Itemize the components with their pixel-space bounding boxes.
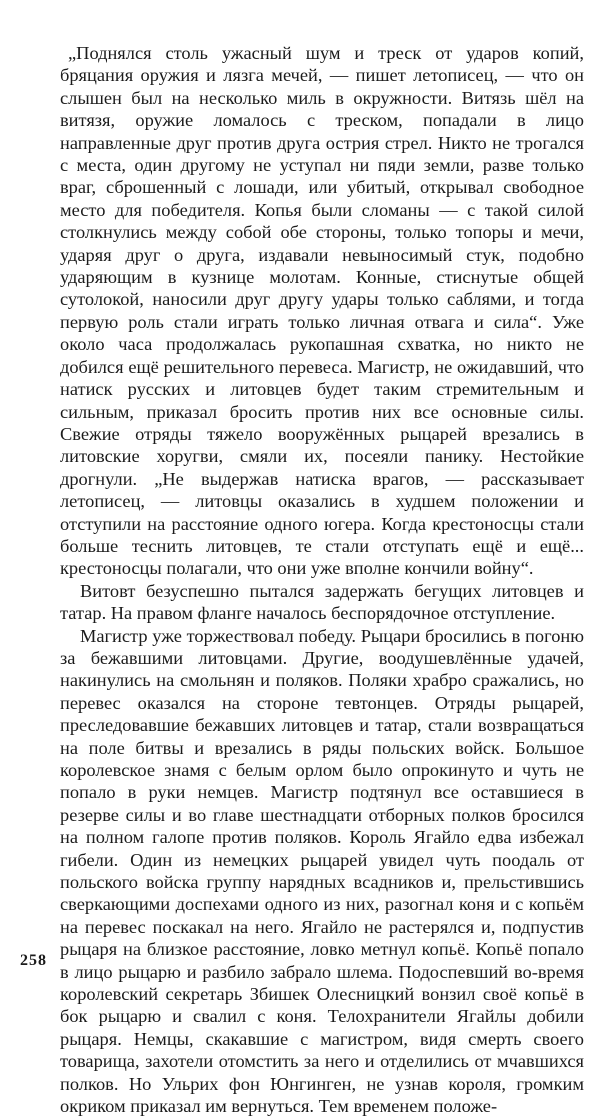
paragraph-3: Магистр уже торжествовал победу. Рыцари бросились в погоню за бежавшими литовцами. Другие, воодушевлённые удачей, накинулись на смольнян и поляков. Поляки храбро сражались, но перевес оказался на стороне тевтонцев. Отряды рыцарей, преследовавшие бежавших литовцев и татар, стали возвращаться на поле битвы и врезались в ряды польских войск. Большое королевское знамя с белым орлом было опрокинуто и чуть не попало в руки немцев. Магистр подтянул все оставшиеся в резерве силы и во главе шестнадцати отборных полков бросился на полном галопе против поляков. Король Ягайло едва избежал гибели. Один из немецких рыцарей увидел чуть поодаль от польского войска группу нарядных всадников и, прельстившись сверкающими доспехами одного из них, разогнал коня и с копьём на перевес поскакал на него. Ягайло не растерялся и, подпустив рыцаря на близкое расстояние, ловко метнул копьё. Копьё попало в лицо рыцарю и разбило забрало шлема. Подоспевший во-время королевский секретарь Збишек Олесницкий вонзил своё копьё в бок рыцарю и свалил с коня. Телохранители Ягайлы добили рыцаря. Немцы, скакавшие с магистром, видя смерть своего товарища, захотели отомстить за него и отделились от мчавшихся полков. Но Ульрих фон Юнгинген, не узнав короля, громким окриком приказал им вернуться. Тем временем положе- — [60, 625, 584, 1117]
body-text — [60, 42, 584, 1118]
paragraph-1: „Поднялся столь ужасный шум и треск от ударов копий, бряцания оружия и лязга мечей, — пишет летописец, — что он слышен был на несколько миль в окружности. Витязь шёл на витязя, оружие ломалось с треском, попадали в лицо направленные друг против друга острия стрел. Никто не трогался с места, один другому не уступал ни пяди земли, разве только враг, сброшенный с лошади, или убитый, открывал свободное место для победителя. Копья были сломаны — с такой силой столкнулись между собой обе стороны, только топоры и мечи, ударяя друг о друга, издавали невыносимый стук, подобно ударяющим в кузнице молотам. Конные, стиснутые общей сутолокой, наносили друг другу удары только саблями, и тогда первую роль стали играть только личная отвага и сила“. Уже около часа продолжалась рукопашная схватка, но никто не добился ещё решительного перевеса. Магистр, не ожидавший, что натиск русских и литовцев будет таким стремительным и сильным, приказал бросить против них все основные силы. Свежие отряды тяжело вооружённых рыцарей врезались в литовские хоругви, смяли их, посеяли панику. Нестойкие дрогнули. „Не выдержав натиска врагов, — рассказывает летописец, — литовцы оказались в худшем положении и отступили на расстояние одного югера. Когда крестоносцы стали больше теснить литовцев, те стали отступать ещё и ещё... крестоносцы полагали, что они уже вполне кончили войну“. — [60, 43, 584, 579]
page-number: 258 — [20, 952, 47, 969]
paragraph-2: Витовт безуспешно пытался задержать бегущих литовцев и татар. На правом фланге началось беспорядочное отступление. — [60, 580, 584, 624]
